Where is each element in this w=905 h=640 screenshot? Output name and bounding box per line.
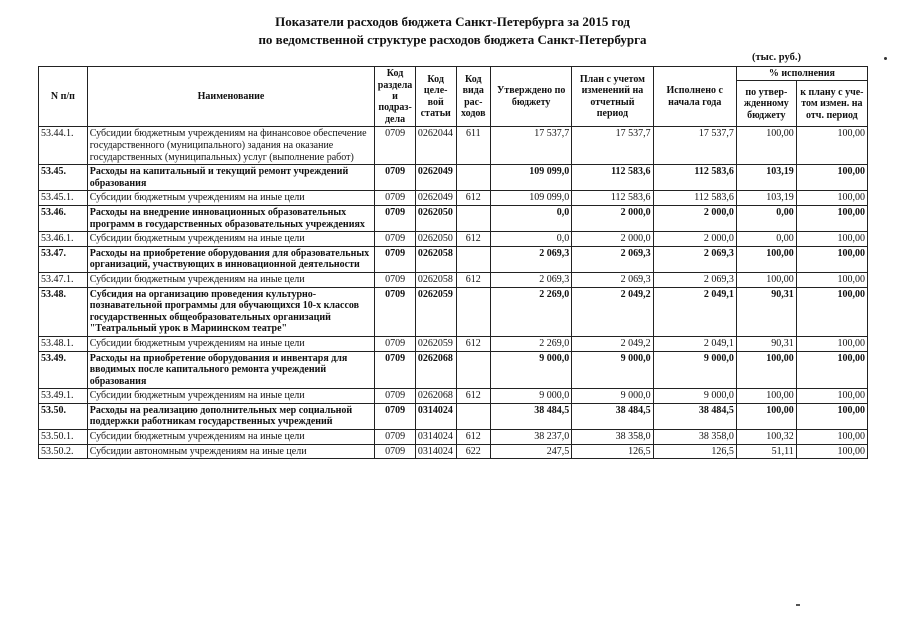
row-pct-utv: 0,00 bbox=[736, 232, 796, 247]
row-pct-plan: 100,00 bbox=[796, 246, 867, 272]
row-number: 53.50. bbox=[39, 403, 88, 429]
row-utverzhdeno: 0,0 bbox=[491, 205, 572, 231]
header-percent-group: % исполнения bbox=[736, 67, 867, 81]
row-ispolneno: 2 049,1 bbox=[653, 287, 736, 336]
expenditure-table bbox=[38, 66, 868, 459]
row-name: Субсидии бюджетным учреждениям на иные цели bbox=[87, 336, 375, 351]
row-ispolneno: 9 000,0 bbox=[653, 389, 736, 404]
document-title: Показатели расходов бюджета Санкт-Петербурга за 2015 год bbox=[275, 14, 630, 29]
table-row bbox=[39, 205, 868, 231]
table-row bbox=[39, 351, 868, 389]
row-ispolneno: 9 000,0 bbox=[653, 351, 736, 389]
row-pct-plan: 100,00 bbox=[796, 232, 867, 247]
row-pct-utv: 100,32 bbox=[736, 430, 796, 445]
row-name: Расходы на приобретение оборудования и инвентаря для вводимых после капитального ремонта учреждений образования bbox=[87, 351, 375, 389]
row-utverzhdeno: 109 099,0 bbox=[491, 191, 572, 206]
row-ispolneno: 17 537,7 bbox=[653, 127, 736, 165]
row-plan: 38 484,5 bbox=[572, 403, 653, 429]
row-kod-vida bbox=[456, 351, 491, 389]
row-kod-razdela: 0709 bbox=[375, 191, 416, 206]
table-row bbox=[39, 246, 868, 272]
row-kod-vida: 612 bbox=[456, 389, 491, 404]
row-kod-razdela: 0709 bbox=[375, 444, 416, 459]
row-kod-razdela: 0709 bbox=[375, 165, 416, 191]
table-row bbox=[39, 232, 868, 247]
row-plan: 17 537,7 bbox=[572, 127, 653, 165]
header-kod-razdela: Код раздела и подраз-дела bbox=[375, 67, 416, 127]
row-kod-vida: 622 bbox=[456, 444, 491, 459]
row-ispolneno: 2 069,3 bbox=[653, 246, 736, 272]
row-ispolneno: 38 358,0 bbox=[653, 430, 736, 445]
row-name: Субсидии бюджетным учреждениям на финансовое обеспечение государственного (муниципального) задания на оказание государственных (муниципальных) услуг (выполнение работ) bbox=[87, 127, 375, 165]
row-pct-plan: 100,00 bbox=[796, 287, 867, 336]
row-pct-plan: 100,00 bbox=[796, 127, 867, 165]
row-ispolneno: 2 049,1 bbox=[653, 336, 736, 351]
row-pct-utv: 103,19 bbox=[736, 165, 796, 191]
row-kod-statyi: 0314024 bbox=[415, 403, 456, 429]
row-kod-vida: 612 bbox=[456, 232, 491, 247]
row-plan: 2 049,2 bbox=[572, 336, 653, 351]
table-body bbox=[39, 127, 868, 459]
row-kod-razdela: 0709 bbox=[375, 351, 416, 389]
row-kod-razdela: 0709 bbox=[375, 336, 416, 351]
row-kod-statyi: 0262044 bbox=[415, 127, 456, 165]
row-pct-plan: 100,00 bbox=[796, 444, 867, 459]
row-kod-vida bbox=[456, 165, 491, 191]
row-ispolneno: 112 583,6 bbox=[653, 165, 736, 191]
row-pct-utv: 100,00 bbox=[736, 403, 796, 429]
table-row bbox=[39, 403, 868, 429]
table-row bbox=[39, 272, 868, 287]
row-ispolneno: 2 000,0 bbox=[653, 205, 736, 231]
header-pct-utv: по утвер-жденному бюджету bbox=[736, 81, 796, 127]
row-kod-statyi: 0262068 bbox=[415, 351, 456, 389]
row-pct-utv: 100,00 bbox=[736, 389, 796, 404]
row-kod-razdela: 0709 bbox=[375, 287, 416, 336]
table-row bbox=[39, 430, 868, 445]
header-kod-vida: Код вида рас-ходов bbox=[456, 67, 491, 127]
row-name: Субсидии бюджетным учреждениям на иные цели bbox=[87, 389, 375, 404]
row-ispolneno: 2 069,3 bbox=[653, 272, 736, 287]
row-plan: 2 069,3 bbox=[572, 272, 653, 287]
row-utverzhdeno: 9 000,0 bbox=[491, 389, 572, 404]
row-utverzhdeno: 17 537,7 bbox=[491, 127, 572, 165]
row-kod-vida: 612 bbox=[456, 272, 491, 287]
row-pct-utv: 100,00 bbox=[736, 127, 796, 165]
row-utverzhdeno: 109 099,0 bbox=[491, 165, 572, 191]
row-name: Субсидия на организацию проведения культурно-познавательной программы для обучающихся 10-х классов государственных общеобразовательных организаций "Театральный урок в Мариинском театре" bbox=[87, 287, 375, 336]
row-kod-statyi: 0314024 bbox=[415, 444, 456, 459]
row-ispolneno: 126,5 bbox=[653, 444, 736, 459]
row-kod-statyi: 0262068 bbox=[415, 389, 456, 404]
row-pct-utv: 90,31 bbox=[736, 336, 796, 351]
row-utverzhdeno: 2 069,3 bbox=[491, 272, 572, 287]
row-number: 53.48. bbox=[39, 287, 88, 336]
row-kod-vida: 612 bbox=[456, 336, 491, 351]
row-name: Расходы на реализацию дополнительных мер социальной поддержки работникам государственных учреждений bbox=[87, 403, 375, 429]
row-number: 53.46. bbox=[39, 205, 88, 231]
row-plan: 2 049,2 bbox=[572, 287, 653, 336]
row-plan: 112 583,6 bbox=[572, 191, 653, 206]
table-row bbox=[39, 336, 868, 351]
header-utverzhdeno: Утверждено по бюджету bbox=[491, 67, 572, 127]
row-name: Субсидии бюджетным учреждениям на иные цели bbox=[87, 232, 375, 247]
table-row bbox=[39, 444, 868, 459]
row-kod-vida: 611 bbox=[456, 127, 491, 165]
table-row bbox=[39, 191, 868, 206]
row-kod-razdela: 0709 bbox=[375, 232, 416, 247]
row-pct-utv: 0,00 bbox=[736, 205, 796, 231]
row-utverzhdeno: 2 269,0 bbox=[491, 287, 572, 336]
row-number: 53.48.1. bbox=[39, 336, 88, 351]
row-plan: 112 583,6 bbox=[572, 165, 653, 191]
row-number: 53.45.1. bbox=[39, 191, 88, 206]
row-pct-utv: 51,11 bbox=[736, 444, 796, 459]
table-row bbox=[39, 165, 868, 191]
row-plan: 126,5 bbox=[572, 444, 653, 459]
row-kod-statyi: 0262058 bbox=[415, 246, 456, 272]
row-number: 53.47.1. bbox=[39, 272, 88, 287]
row-kod-vida bbox=[456, 246, 491, 272]
row-plan: 2 069,3 bbox=[572, 246, 653, 272]
row-name: Субсидии бюджетным учреждениям на иные цели bbox=[87, 430, 375, 445]
header-kod-statyi: Код целе-вой статьи bbox=[415, 67, 456, 127]
table-row bbox=[39, 127, 868, 165]
header-ispolneno: Исполнено с начала года bbox=[653, 67, 736, 127]
row-number: 53.49. bbox=[39, 351, 88, 389]
table-row bbox=[39, 287, 868, 336]
row-kod-razdela: 0709 bbox=[375, 205, 416, 231]
row-pct-plan: 100,00 bbox=[796, 205, 867, 231]
header-npp: N п/п bbox=[39, 67, 88, 127]
row-ispolneno: 2 000,0 bbox=[653, 232, 736, 247]
row-plan: 2 000,0 bbox=[572, 232, 653, 247]
row-pct-utv: 103,19 bbox=[736, 191, 796, 206]
row-kod-vida: 612 bbox=[456, 430, 491, 445]
row-pct-plan: 100,00 bbox=[796, 351, 867, 389]
table-row bbox=[39, 389, 868, 404]
row-name: Расходы на внедрение инновационных образовательных программ в государственных образовательных учреждениях bbox=[87, 205, 375, 231]
row-number: 53.46.1. bbox=[39, 232, 88, 247]
row-utverzhdeno: 2 069,3 bbox=[491, 246, 572, 272]
row-kod-vida bbox=[456, 287, 491, 336]
row-kod-razdela: 0709 bbox=[375, 127, 416, 165]
row-number: 53.49.1. bbox=[39, 389, 88, 404]
row-kod-razdela: 0709 bbox=[375, 403, 416, 429]
header-pct-plan: к плану с уче-том измен. на отч. период bbox=[796, 81, 867, 127]
row-number: 53.50.2. bbox=[39, 444, 88, 459]
row-name: Субсидии автономным учреждениям на иные цели bbox=[87, 444, 375, 459]
row-name: Расходы на капитальный и текущий ремонт учреждений образования bbox=[87, 165, 375, 191]
row-utverzhdeno: 247,5 bbox=[491, 444, 572, 459]
row-number: 53.44.1. bbox=[39, 127, 88, 165]
header-plan: План с учетом изменений на отчетный период bbox=[572, 67, 653, 127]
row-pct-utv: 90,31 bbox=[736, 287, 796, 336]
row-kod-statyi: 0262049 bbox=[415, 165, 456, 191]
row-kod-vida: 612 bbox=[456, 191, 491, 206]
row-name: Субсидии бюджетным учреждениям на иные цели bbox=[87, 272, 375, 287]
row-kod-razdela: 0709 bbox=[375, 430, 416, 445]
row-ispolneno: 112 583,6 bbox=[653, 191, 736, 206]
row-kod-vida bbox=[456, 205, 491, 231]
row-name: Субсидии бюджетным учреждениям на иные цели bbox=[87, 191, 375, 206]
row-plan: 2 000,0 bbox=[572, 205, 653, 231]
row-kod-razdela: 0709 bbox=[375, 272, 416, 287]
row-kod-vida bbox=[456, 403, 491, 429]
row-kod-statyi: 0262059 bbox=[415, 287, 456, 336]
row-name: Расходы на приобретение оборудования для образовательных организаций, участвующих в инновационной деятельности bbox=[87, 246, 375, 272]
scan-dot bbox=[884, 57, 887, 60]
row-kod-statyi: 0262050 bbox=[415, 205, 456, 231]
row-number: 53.47. bbox=[39, 246, 88, 272]
row-plan: 38 358,0 bbox=[572, 430, 653, 445]
header-name: Наименование bbox=[87, 67, 375, 127]
units-label: (тыс. руб.) bbox=[752, 52, 801, 63]
row-pct-plan: 100,00 bbox=[796, 389, 867, 404]
row-utverzhdeno: 9 000,0 bbox=[491, 351, 572, 389]
row-pct-plan: 100,00 bbox=[796, 403, 867, 429]
row-plan: 9 000,0 bbox=[572, 351, 653, 389]
row-pct-plan: 100,00 bbox=[796, 336, 867, 351]
row-kod-statyi: 0262058 bbox=[415, 272, 456, 287]
row-pct-utv: 100,00 bbox=[736, 351, 796, 389]
row-kod-statyi: 0262049 bbox=[415, 191, 456, 206]
row-kod-razdela: 0709 bbox=[375, 246, 416, 272]
row-utverzhdeno: 38 484,5 bbox=[491, 403, 572, 429]
row-utverzhdeno: 0,0 bbox=[491, 232, 572, 247]
row-utverzhdeno: 2 269,0 bbox=[491, 336, 572, 351]
row-kod-razdela: 0709 bbox=[375, 389, 416, 404]
row-pct-utv: 100,00 bbox=[736, 246, 796, 272]
row-kod-statyi: 0262059 bbox=[415, 336, 456, 351]
row-number: 53.45. bbox=[39, 165, 88, 191]
document-subtitle: по ведомственной структуре расходов бюджета Санкт-Петербурга bbox=[258, 32, 647, 47]
row-ispolneno: 38 484,5 bbox=[653, 403, 736, 429]
row-kod-statyi: 0314024 bbox=[415, 430, 456, 445]
row-number: 53.50.1. bbox=[39, 430, 88, 445]
row-pct-utv: 100,00 bbox=[736, 272, 796, 287]
row-plan: 9 000,0 bbox=[572, 389, 653, 404]
row-kod-statyi: 0262050 bbox=[415, 232, 456, 247]
row-pct-plan: 100,00 bbox=[796, 430, 867, 445]
row-pct-plan: 100,00 bbox=[796, 165, 867, 191]
scan-speck bbox=[796, 604, 800, 606]
row-pct-plan: 100,00 bbox=[796, 191, 867, 206]
row-pct-plan: 100,00 bbox=[796, 272, 867, 287]
row-utverzhdeno: 38 237,0 bbox=[491, 430, 572, 445]
